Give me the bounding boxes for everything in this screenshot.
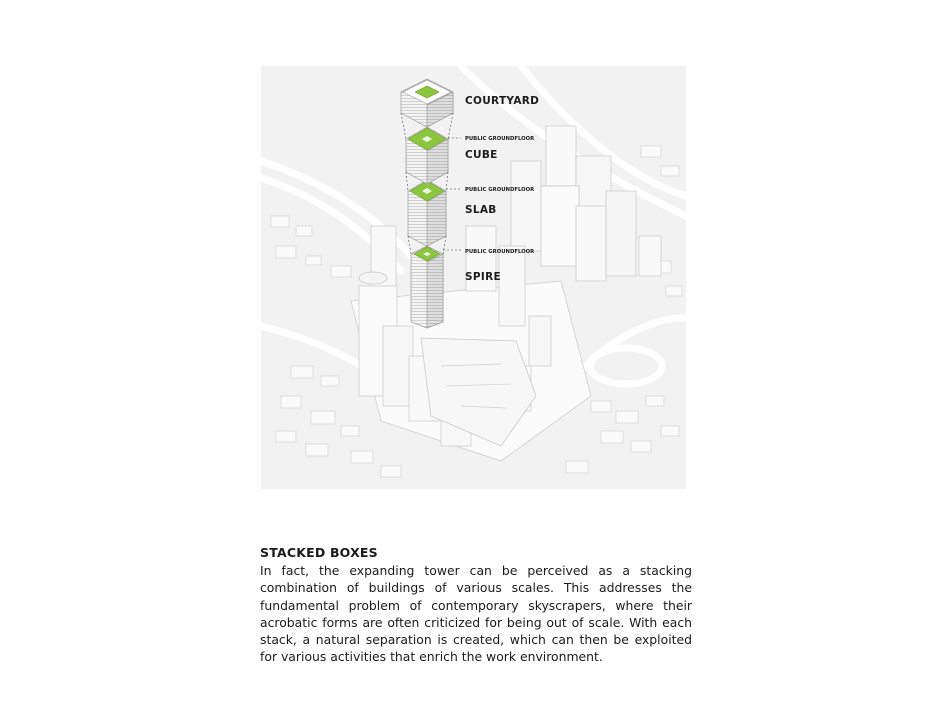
label-slab: SLAB	[465, 204, 497, 216]
caption-body: In fact, the expanding tower can be perceived as a stacking combination of buildings of various scales. This addresses the fundamental problem of contemporary skyscrapers, where their acrobatic forms are often criticized for being out of scale. With each stack, a natural separation is created, which can then be exploited for various activities that enrich the work environment.	[260, 563, 692, 665]
tower-slab	[408, 180, 446, 246]
caption-block	[260, 545, 692, 666]
caption-heading: STACKED BOXES	[260, 545, 378, 560]
stacked-boxes-diagram	[261, 66, 686, 489]
label-courtyard: COURTYARD	[465, 95, 540, 107]
label-public-groundfloor-3: PUBLIC GROUNDFLOOR	[465, 249, 535, 255]
label-spire: SPIRE	[465, 271, 501, 283]
label-public-groundfloor-2: PUBLIC GROUNDFLOOR	[465, 187, 535, 193]
label-cube: CUBE	[465, 149, 498, 161]
tower-courtyard	[401, 79, 453, 127]
label-public-groundfloor-1: PUBLIC GROUNDFLOOR	[465, 136, 535, 142]
tower-cube	[406, 127, 448, 184]
tower-spire	[411, 246, 443, 328]
